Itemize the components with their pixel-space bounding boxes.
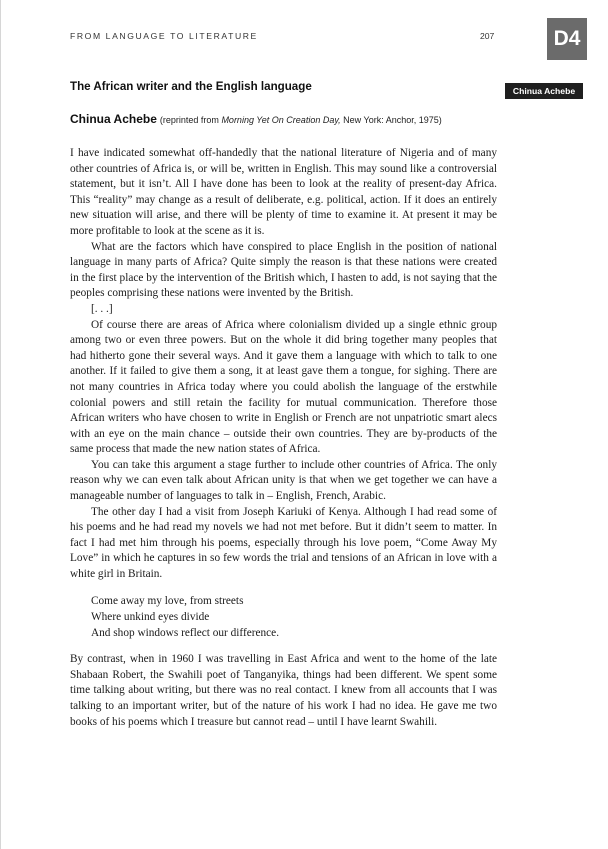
poem-line: Come away my love, from streets: [91, 594, 244, 607]
author-tab: Chinua Achebe: [505, 83, 583, 99]
paragraph-3: Of course there are areas of Africa where colonialism divided up a single ethnic group among two or even three powers. But on the whole it did bring together many peoples that had hitherto gone their several ways. And it gave them a language with which to talk to one another. If it failed to give them a song, it at least gave them a tongue, for sighing. There are not many countries in Africa today where you could abolish the language of the erstwhile colonial powers and still retain the facility for mutual communication. Therefore those African writers who have chosen to write in English or French are not unpatriotic smart alecs with an eye on the main chance – outside their own countries. They are by-products of the same process that made the new nation states of Africa.: [70, 318, 497, 456]
paragraph-6: By contrast, when in 1960 I was travelling in East Africa and went to the home of the late Shabaan Robert, the Swahili poet of Tanganyika, things had been different. We spent some time talking about writing, but there was no real contact. I knew from all accounts that I was talking to an important writer, but of the nature of his work I had no idea. He gave me two books of his poems which I treasure but cannot read – until I have learnt Swahili.: [70, 653, 497, 728]
article-body: [70, 146, 497, 730]
poem-line: And shop windows reflect our difference.: [91, 627, 280, 640]
page-edge: [0, 0, 1, 849]
source-title: Morning Yet On Creation Day,: [221, 115, 341, 125]
article-title: The African writer and the English language: [70, 80, 312, 93]
section-tab: D4: [547, 18, 587, 60]
paragraph-5: The other day I had a visit from Joseph Kariuki of Kenya. Although I had read some of his poems and he had read my novels we had not met before. But it didn’t seem to matter. In fact I had met him through his poems, especially through his love poem, “Come Away My Love” in which he captures in so few words the trial and tensions of an African in love with a white girl in Britain.: [70, 505, 497, 581]
paragraph-1: I have indicated somewhat off-handedly that the national literature of Nigeria and of many other countries of Africa is, or will be, written in English. This may sound like a controversial statement, but it isn’t. All I have done has been to look at the reality of present-day Africa. This “reality” may change as a result of deliberate, e.g. political, action. If it does an entirely new situation will arise, and there will be plenty of time to examine it. At present it may be more profitable to look at the scene as it is.: [70, 147, 497, 237]
page-number: 207: [480, 31, 495, 41]
running-head: FROM LANGUAGE TO LITERATURE: [70, 31, 258, 41]
poem-line: Where unkind eyes divide: [91, 610, 210, 623]
poem-quote: [91, 593, 497, 642]
source-close: New York: Anchor, 1975): [340, 115, 442, 125]
byline: [70, 112, 442, 126]
byline-author: Chinua Achebe: [70, 112, 157, 126]
source-open: (reprinted from: [159, 115, 222, 125]
paragraph-2: What are the factors which have conspired to place English in the position of national language in many parts of Africa? Quite simply the reason is that these nations were created in the first place by the intervention of the British which, I hasten to add, is not saying that the peoples comprising these nations were invented by the British.: [70, 240, 497, 300]
paragraph-4: You can take this argument a stage further to include other countries of Africa. The only reason why we can even talk about African unity is that when we get together we can have a manageable number of languages to talk in – English, French, Arabic.: [70, 458, 497, 503]
ellipsis: [. . .]: [91, 302, 113, 315]
